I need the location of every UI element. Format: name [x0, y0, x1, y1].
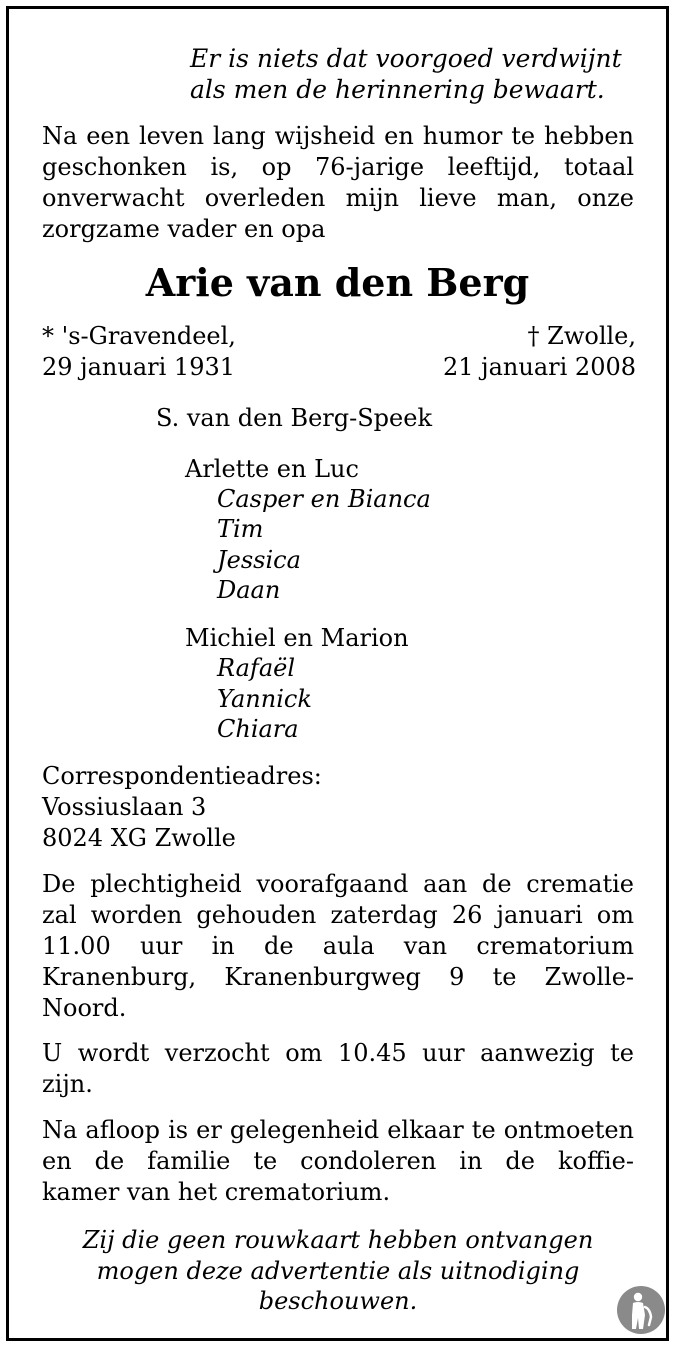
deceased-name: Arie van den Berg	[145, 260, 530, 305]
condolence-line: Na afloop is er gelegenheid elkaar te ontmoeten	[42, 1116, 634, 1144]
birth-place: * 's-Gravendeel,	[42, 322, 236, 350]
grandchild-name: Tim	[217, 515, 264, 543]
death-place: † Zwolle,	[527, 322, 636, 350]
request-line: U wordt verzocht om 10.45 uur aanwezig te	[42, 1039, 634, 1067]
closing-line: beschouwen.	[258, 1287, 418, 1315]
death-date: 21 januari 2008	[443, 353, 636, 381]
closing-line: mogen deze advertentie als uitnodiging	[96, 1257, 580, 1285]
ceremony-line: Kranenburg, Kranenburgweg 9 te Zwolle-	[42, 963, 634, 991]
correspondence-city: 8024 XG Zwolle	[42, 824, 236, 852]
closing-line: Zij die geen rouwkaart hebben ontvangen	[82, 1226, 594, 1254]
intro-line: onverwacht overleden mijn lieve man, onze	[42, 184, 634, 212]
family-parents: Michiel en Marion	[185, 624, 409, 652]
ceremony-line: zal worden gehouden zaterdag 26 januari om	[42, 901, 634, 929]
birth-date: 29 januari 1931	[42, 353, 235, 381]
intro-line: Na een leven lang wijsheid en humor te hebben	[42, 122, 634, 150]
motto-line-1: Er is niets dat voorgoed verdwijnt	[190, 44, 622, 73]
grandchild-name: Daan	[217, 576, 281, 604]
grandchild-name: Chiara	[217, 715, 299, 743]
spouse-name: S. van den Berg-Speek	[156, 404, 432, 432]
ceremony-line: 11.00 uur in de aula van crematorium	[42, 932, 634, 960]
ceremony-line: Noord.	[42, 994, 127, 1022]
condolence-paragraph	[42, 1115, 634, 1208]
motto-line-2: als men de herinnering bewaart.	[190, 75, 605, 104]
memorial-figure-icon	[616, 1285, 666, 1335]
correspondence-street: Vossiuslaan 3	[42, 793, 207, 821]
ceremony-line: De plechtigheid voorafgaand aan de crematie	[42, 870, 634, 898]
grandchild-name: Casper en Bianca	[217, 485, 431, 513]
birth-info	[42, 321, 236, 383]
condolence-line: kamer van het crematorium.	[42, 1178, 391, 1206]
death-info	[443, 321, 636, 383]
condolence-line: en de familie te condoleren in de koffie-	[42, 1147, 634, 1175]
request-paragraph	[42, 1038, 634, 1100]
family-parents: Arlette en Luc	[185, 455, 359, 483]
intro-line: zorgzame vader en opa	[42, 215, 326, 243]
grandchild-name: Yannick	[217, 685, 312, 713]
correspondence-label: Correspondentieadres:	[42, 762, 322, 790]
request-line: zijn.	[42, 1070, 93, 1098]
grandchild-name: Rafaël	[217, 654, 295, 682]
intro-paragraph	[42, 121, 634, 245]
logo-head	[634, 1293, 642, 1301]
intro-line: geschonken is, op 76-jarige leeftijd, totaal	[42, 153, 634, 181]
obituary-card	[6, 6, 669, 1341]
grandchild-name: Jessica	[217, 546, 301, 574]
ceremony-paragraph	[42, 869, 634, 1024]
